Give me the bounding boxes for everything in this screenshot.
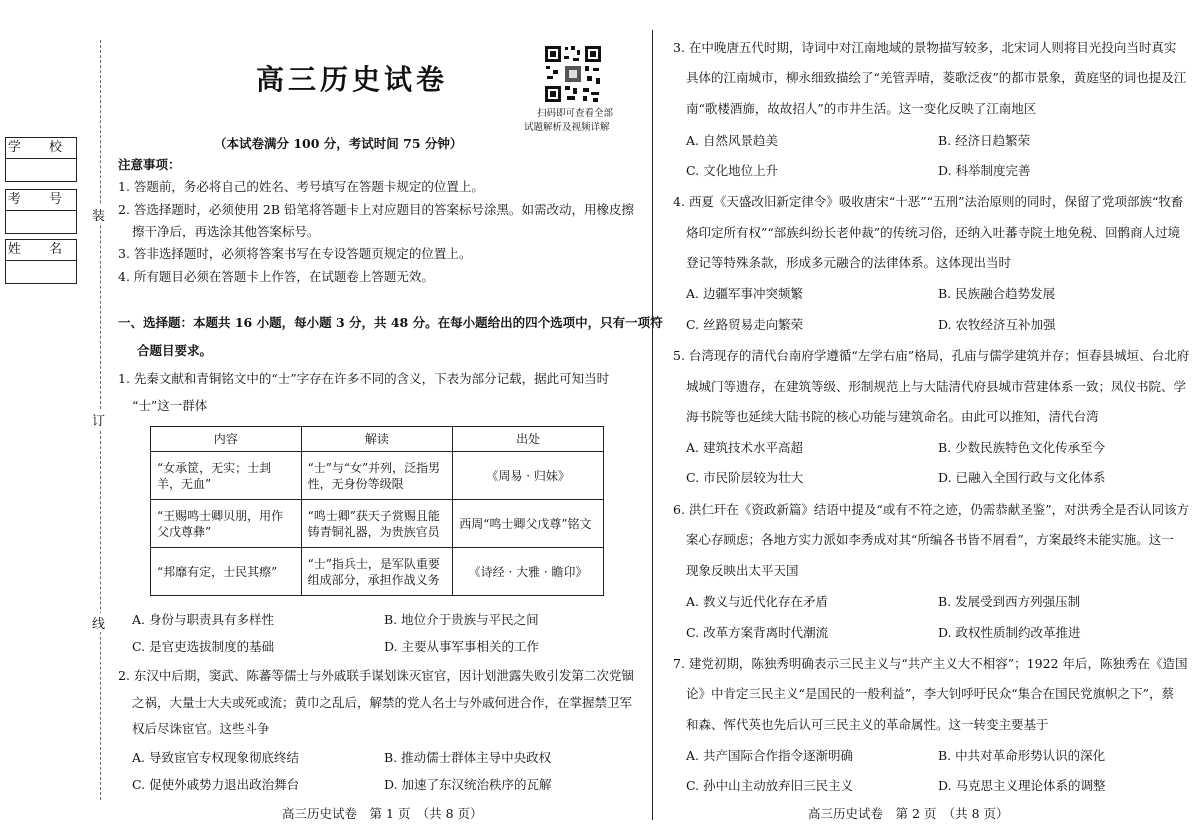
- notice-item: 3. 答非选择题时，必须将答案书写在专设答题页规定的位置上。: [118, 246, 472, 261]
- option-c: C. 丝路贸易走向繁荣: [686, 317, 804, 332]
- binding-char-ding: 订: [92, 410, 105, 429]
- question-2-stem: 2. 东汉中后期，窦武、陈蕃等儒士与外戚联手谋划诛灭宦官，因计划泄露失败引发第二次党锢: [118, 668, 634, 683]
- option-b: B. 民族融合趋势发展: [938, 286, 1056, 301]
- page-divider: [652, 30, 653, 820]
- option-b: B. 少数民族特色文化传承至今: [938, 440, 1106, 455]
- option-a: A. 建筑技术水平高超: [686, 440, 803, 455]
- option-b: B. 发展受到西方列强压制: [938, 594, 1081, 609]
- option-a: A. 边疆军事冲突频繁: [686, 286, 803, 301]
- table-row: [151, 500, 604, 548]
- table-row: [151, 452, 604, 500]
- option-a: A. 自然风景趋美: [686, 133, 778, 148]
- option-c: C. 改革方案背离时代潮流: [686, 625, 829, 640]
- question-6-stem-cont: 案心存顾虑；各地方实力派如李秀成对其“所编各书皆不屑看”，方案最终未能实施。这一: [686, 532, 1174, 547]
- notice-item: 2. 答选择题时，必须使用 2B 铅笔将答题卡上对应题目的答案标号涂黑。如需改动，用橡皮擦: [118, 202, 634, 217]
- table-cell: “士”指兵士，是军队重要组成部分，承担作战义务: [301, 548, 453, 596]
- table-header: 内容: [151, 427, 302, 452]
- question-1-stem: 1. 先秦文献和青铜铭文中的“士”字存在许多不同的含义，下表为部分记载，据此可知当时: [118, 371, 610, 386]
- question-4-stem-cont: 烙印定所有权”“部族纠纷长老仲裁”的传统习俗，还纳入吐蕃寺院土地免税、回鹘商人过境: [686, 225, 1181, 240]
- option-d: D. 农牧经济互补加强: [938, 317, 1056, 332]
- qr-caption-1: 扫码即可查看全部: [537, 108, 614, 119]
- option-a: A. 导致宦官专权现象彻底终结: [132, 750, 299, 765]
- table-cell: “邦靡有定，士民其瘵”: [151, 548, 302, 596]
- qr-caption-2: 试题解析及视频详解: [524, 122, 610, 133]
- section-heading-cont: 合题目要求。: [137, 343, 213, 358]
- question-5-stem-cont: 海书院等也延续大陆书院的核心功能与建筑命名。由此可以推知，清代台湾: [686, 409, 1099, 424]
- notice-item: 1. 答题前，务必将自己的姓名、考号填写在答题卡规定的位置上。: [118, 179, 484, 194]
- option-d: D. 主要从事军事相关的工作: [384, 639, 540, 654]
- option-b: B. 推动儒士群体主导中央政权: [384, 750, 552, 765]
- option-d: D. 科举制度完善: [938, 163, 1031, 178]
- name-field[interactable]: [6, 261, 76, 283]
- notice-heading: 注意事项：: [118, 157, 181, 172]
- question-7-stem: 7. 建党初期，陈独秀明确表示三民主义与“共产主义大不相容”；1922 年后，陈独秀在《造国: [673, 656, 1188, 671]
- qr-code-icon: [543, 44, 603, 104]
- exam-info: （本试卷满分 100 分，考试时间 75 分钟）: [214, 136, 463, 151]
- option-a: A. 身份与职责具有多样性: [132, 612, 274, 627]
- page-footer: 高三历史试卷 第 2 页 （共 8 页）: [808, 806, 1009, 821]
- question-7-stem-cont: 论》中肯定三民主义“是国民的一般利益”，李大钊呼吁民众“集合在国民党旗帜之下”，蔡: [686, 686, 1175, 701]
- option-d: D. 已融入全国行政与文化体系: [938, 470, 1106, 485]
- notice-item: 4. 所有题目必须在答题卡上作答，在试题卷上答题无效。: [118, 269, 434, 284]
- source-table: [150, 426, 604, 596]
- question-5-stem: 5. 台湾现存的清代台南府学遵循“左学右庙”格局，孔庙与儒学建筑并存；恒春县城垣、台北府: [673, 348, 1190, 363]
- option-b: B. 地位介于贵族与平民之间: [384, 612, 539, 627]
- option-c: C. 促使外戚势力退出政治舞台: [132, 777, 300, 792]
- school-box: [5, 137, 77, 182]
- notice-item: 擦干净后，再选涂其他答案标号。: [132, 224, 320, 239]
- exam-number-box: [5, 189, 77, 234]
- exam-number-label: 考 号: [6, 190, 76, 211]
- option-d: D. 马克思主义理论体系的调整: [938, 778, 1106, 793]
- question-7-stem-cont: 和森、恽代英也先后认可三民主义的革命属性。这一转变主要基于: [686, 717, 1049, 732]
- option-a: A. 共产国际合作指令逐渐明确: [686, 748, 853, 763]
- table-row: [151, 548, 604, 596]
- option-c: C. 孙中山主动放弃旧三民主义: [686, 778, 854, 793]
- table-cell: “女承筐，无实；士刲羊，无血”: [151, 452, 302, 500]
- question-4-stem-cont: 登记等特殊条款，形成多元融合的法律体系。这体现出当时: [686, 255, 1012, 270]
- table-cell: “王赐鸣士卿贝朋，用作父戊尊彝”: [151, 500, 302, 548]
- table-cell: “鸣士卿”获天子赏赐且能铸青铜礼器，为贵族官员: [301, 500, 453, 548]
- question-3-stem-cont: 具体的江南城市，柳永细致描绘了“羌管弄晴，菱歌泛夜”的都市景象，黄庭坚的词也提及江: [686, 70, 1187, 85]
- name-box: [5, 239, 77, 284]
- option-c: C. 文化地位上升: [686, 163, 779, 178]
- table-header: 出处: [453, 427, 604, 452]
- exam-number-field[interactable]: [6, 211, 76, 233]
- option-c: C. 市民阶层较为壮大: [686, 470, 804, 485]
- option-d: D. 政权性质制约改革推进: [938, 625, 1081, 640]
- table-header-row: [151, 427, 604, 452]
- binding-char-xian: 线: [92, 613, 105, 632]
- page-title: 高三历史试卷: [256, 63, 449, 96]
- option-b: B. 中共对革命形势认识的深化: [938, 748, 1106, 763]
- question-4-stem: 4. 西夏《天盛改旧新定律令》吸收唐宋“十恶”“五刑”法治原则的同时，保留了党项部族“牧畜: [673, 194, 1184, 209]
- school-field[interactable]: [6, 159, 76, 181]
- table-header: 解读: [301, 427, 453, 452]
- option-b: B. 经济日趋繁荣: [938, 133, 1031, 148]
- question-6-stem: 6. 洪仁玕在《资政新篇》结语中提及“或有不符之迹，仍需恭献圣鉴”，对洪秀全是否认同该方: [673, 502, 1190, 517]
- question-6-stem-cont: 现象反映出太平天国: [686, 563, 799, 578]
- question-3-stem-cont: 南“歌楼酒旆，故故招人”的市井生活。这一变化反映了江南地区: [686, 101, 1037, 116]
- section-heading: 一、选择题：本题共 16 小题，每小题 3 分，共 48 分。在每小题给出的四个选项中，只有一项符: [118, 315, 663, 330]
- question-2-stem-cont: 权后尽诛宦官。这些斗争: [132, 721, 270, 736]
- school-label: 学 校: [6, 138, 76, 159]
- table-cell: 《诗经 · 大雅 · 瞻卬》: [453, 548, 604, 596]
- page-footer: 高三历史试卷 第 1 页 （共 8 页）: [282, 806, 483, 821]
- question-1-stem-cont: “士”这一群体: [132, 398, 208, 413]
- question-3-stem: 3. 在中晚唐五代时期，诗词中对江南地域的景物描写较多，北宋词人则将目光投向当时真实: [673, 40, 1177, 55]
- question-5-stem-cont: 城城门等遗存，在建筑等级、形制规范上与大陆清代府县城市营建体系一致；凤仪书院、学: [686, 379, 1187, 394]
- option-d: D. 加速了东汉统治秩序的瓦解: [384, 777, 552, 792]
- option-a: A. 教义与近代化存在矛盾: [686, 594, 828, 609]
- table-cell: 《周易 · 归妹》: [453, 452, 604, 500]
- name-label: 姓 名: [6, 240, 76, 261]
- binding-char-zhuang: 装: [92, 205, 105, 224]
- table-cell: “士”与“女”并列，泛指男性，无身份等级限: [301, 452, 453, 500]
- option-c: C. 是官吏选拔制度的基础: [132, 639, 275, 654]
- question-2-stem-cont: 之祸，大量士大夫或死或流；黄巾之乱后，解禁的党人名士与外戚何进合作，在掌握禁卫军: [132, 695, 633, 710]
- table-cell: 西周“鸣士卿父戊尊”铭文: [453, 500, 604, 548]
